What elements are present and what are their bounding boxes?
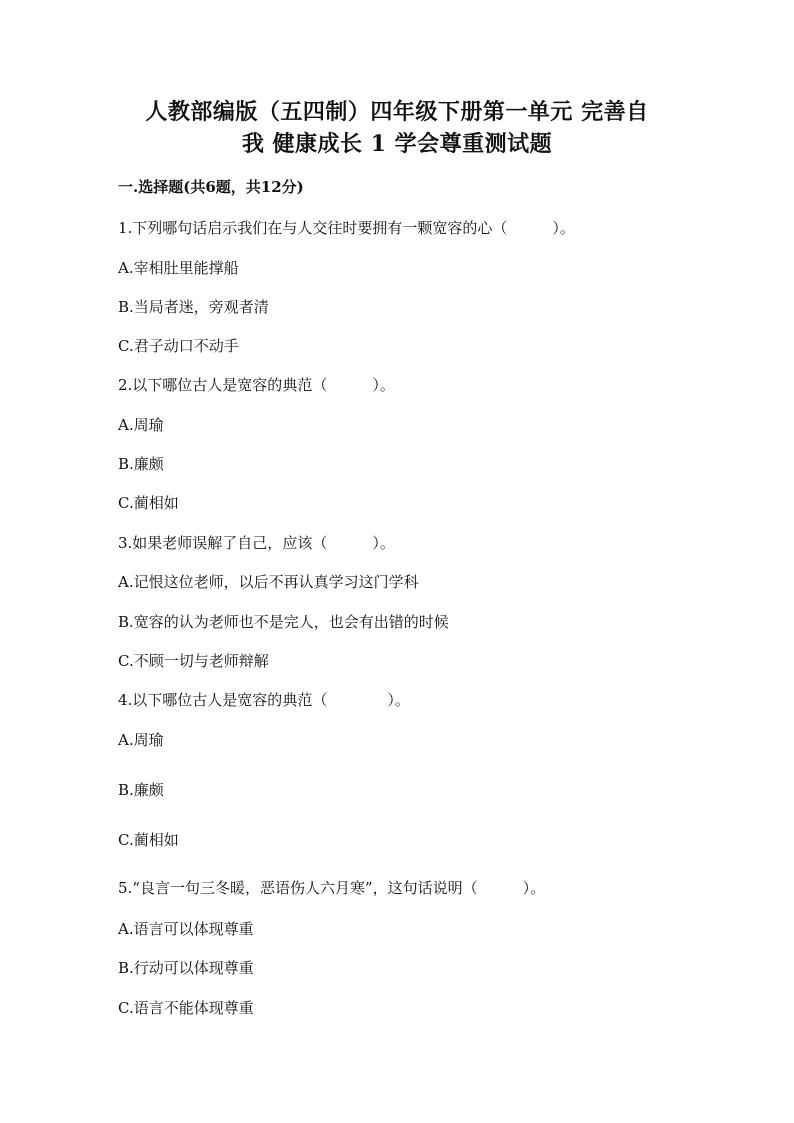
question-4-option-b: B.廉颇	[118, 781, 164, 799]
question-3-option-b: B.宽容的认为老师也不是完人，也会有出错的时候	[118, 613, 449, 631]
document-title-line-1: 人教部编版（五四制）四年级下册第一单元 完善自	[145, 99, 649, 125]
question-4-option-a: A.周瑜	[118, 731, 164, 749]
question-3-option-c: C.不顾一切与老师辩解	[118, 652, 269, 670]
section-heading: 一.选择题(共6题，共12分)	[118, 178, 304, 196]
document-title-line-2: 我 健康成长 1 学会尊重测试题	[241, 131, 553, 157]
question-3-stem: 3.如果老师误解了自己，应该（ ）。	[118, 534, 395, 552]
question-1-option-c: C.君子动口不动手	[118, 337, 239, 355]
question-4-stem: 4.以下哪位古人是宽容的典范（ ）。	[118, 691, 410, 709]
question-1-option-a: A.宰相肚里能撑船	[118, 259, 239, 277]
question-1-stem: 1.下列哪句话启示我们在与人交往时要拥有一颗宽容的心（ ）。	[118, 219, 575, 237]
question-4-option-c: C.蔺相如	[118, 831, 179, 849]
question-1-option-b: B.当局者迷，旁观者清	[118, 298, 269, 316]
question-5-option-c: C.语言不能体现尊重	[118, 999, 254, 1017]
question-2-option-a: A.周瑜	[118, 416, 164, 434]
question-5-stem: 5.“良言一句三冬暖，恶语伤人六月寒”，这句话说明（ ）。	[118, 879, 546, 897]
question-3-option-a: A.记恨这位老师，以后不再认真学习这门学科	[118, 573, 419, 591]
question-2-option-b: B.廉颇	[118, 455, 164, 473]
question-5-option-a: A.语言可以体现尊重	[118, 920, 254, 938]
question-5-option-b: B.行动可以体现尊重	[118, 959, 254, 977]
question-2-stem: 2.以下哪位古人是宽容的典范（ ）。	[118, 376, 395, 394]
question-2-option-c: C.蔺相如	[118, 494, 179, 512]
